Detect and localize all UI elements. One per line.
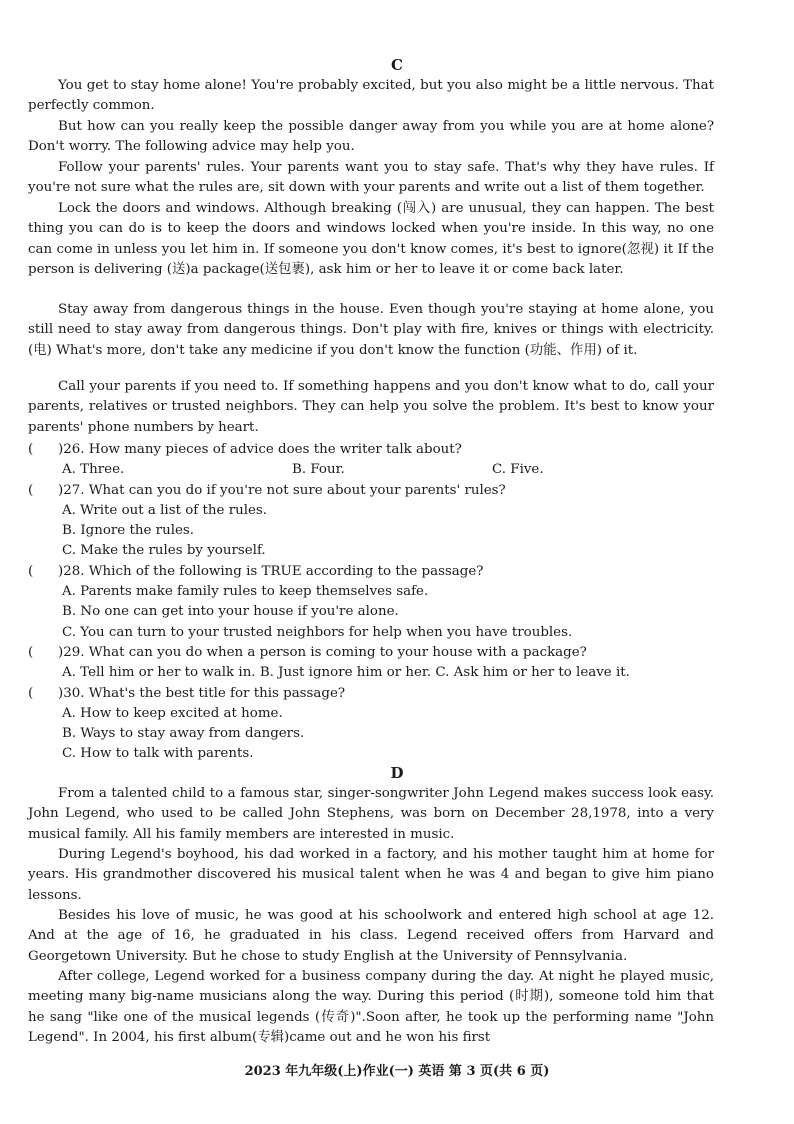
section-c-paragraph-1: You get to stay home alone! You're probably excited, but you also might be a little nervous. That perfectly common.: [28, 78, 714, 114]
option-c: C. Five.: [492, 462, 544, 478]
answer-blank[interactable]: (: [28, 442, 34, 457]
answer-blank[interactable]: (: [28, 685, 34, 701]
question-26: [28, 440, 718, 481]
question-stem: )26. How many pieces of advice does the writer talk about?: [58, 442, 462, 457]
question-stem: )30. What's the best title for this passage?: [58, 685, 346, 701]
section-d-paragraph-3: Besides his love of music, he was good at his schoolwork and entered high school at age 12. And at the age of 16, he graduated in his class. Legend received offers from Harvard and Georgetown University. But he chose to study English at the University of Pennsylvania.: [28, 908, 714, 964]
section-d-paragraph-1: From a talented child to a famous star, singer-songwriter John Legend makes success look easy. John Legend, who used to be called John Stephens, was born on December 28,1978, into a very musical family. All his family members are interested in music.: [28, 786, 714, 842]
question-27: [28, 481, 718, 562]
options-inline: A. Tell him or her to walk in. B. Just ignore him or her. C. Ask him or her to leave it.: [62, 665, 630, 681]
option-b: B. No one can get into your house if you're alone.: [62, 604, 399, 620]
section-c-paragraph-3: Follow your parents' rules. Your parents want you to stay safe. That's why they have rules. If you're not sure what the rules are, sit down with your parents and write out a list of them together.: [28, 160, 714, 196]
option-b: B. Ways to stay away from dangers.: [62, 726, 305, 742]
option-a: A. Write out a list of the rules.: [62, 502, 268, 518]
section-d-paragraph-2: During Legend's boyhood, his dad worked in a factory, and his mother taught him at home for years. His grandmother discovered his musical talent when he was 4 and began to give him piano lessons.: [28, 847, 714, 903]
section-c-paragraph-6: Call your parents if you need to. If something happens and you don't know what to do, call your parents, relatives or trusted neighbors. They can help you solve the problem. It's best to know your parents' phone numbers by heart.: [28, 379, 714, 435]
question-28: [28, 562, 718, 643]
section-c-heading: C: [391, 56, 403, 74]
option-c: C. Make the rules by yourself.: [62, 543, 266, 559]
section-c-paragraph-2: But how can you really keep the possible danger away from you while you are at home alone? Don't worry. The following advice may help you.: [28, 119, 714, 155]
option-a: A. How to keep excited at home.: [62, 705, 283, 721]
question-stem: )27. What can you do if you're not sure about your parents' rules?: [58, 482, 506, 498]
option-a: A. Parents make family rules to keep themselves safe.: [62, 584, 429, 600]
option-c: C. How to talk with parents.: [62, 746, 254, 762]
answer-blank[interactable]: (: [28, 644, 34, 660]
section-c-paragraph-5: Stay away from dangerous things in the house. Even though you're staying at home alone, you still need to stay away from dangerous things. Don't play with fire, knives or things with electricity.(电) What's more, don't take any medicine if you don't know the function (功能、作用) of it.: [28, 302, 714, 358]
question-stem: )28. Which of the following is TRUE according to the passage?: [58, 563, 484, 579]
section-d-paragraph-4: After college, Legend worked for a business company during the day. At night he played music, meeting many big-name musicians along the way. During this period (时期), someone told him that he sang "like one of the musical legends (传奇)".Soon after, he took up the performing name "John Legend". In 2004, his first album(专辑)came out and he won his first: [28, 969, 714, 1045]
option-c: C. You can turn to your trusted neighbors for help when you have troubles.: [62, 624, 573, 640]
question-stem: )29. What can you do when a person is coming to your house with a package?: [58, 644, 587, 660]
section-c-paragraph-4: Lock the doors and windows. Although breaking (闯入) are unusual, they can happen. The best thing you can do is to keep the doors and windows locked when you're inside. In this way, no one can come in unless you let him in. If someone you don't know comes, it's best to ignore(忽视) it If the person is delivering (送)a package(送包裹), ask him or her to leave it or come back later.: [28, 201, 714, 277]
option-b: B. Four.: [292, 462, 345, 478]
answer-blank[interactable]: (: [28, 482, 34, 498]
page-footer: 2023 年九年级(上)作业(一) 英语 第 3 页(共 6 页): [244, 1064, 550, 1079]
question-30: [28, 684, 718, 765]
question-29: [28, 643, 718, 684]
answer-blank[interactable]: (: [28, 563, 34, 579]
section-d-heading: D: [390, 764, 404, 782]
question-list: [28, 440, 718, 765]
option-b: B. Ignore the rules.: [62, 523, 195, 539]
option-a: A. Three.: [62, 462, 125, 478]
